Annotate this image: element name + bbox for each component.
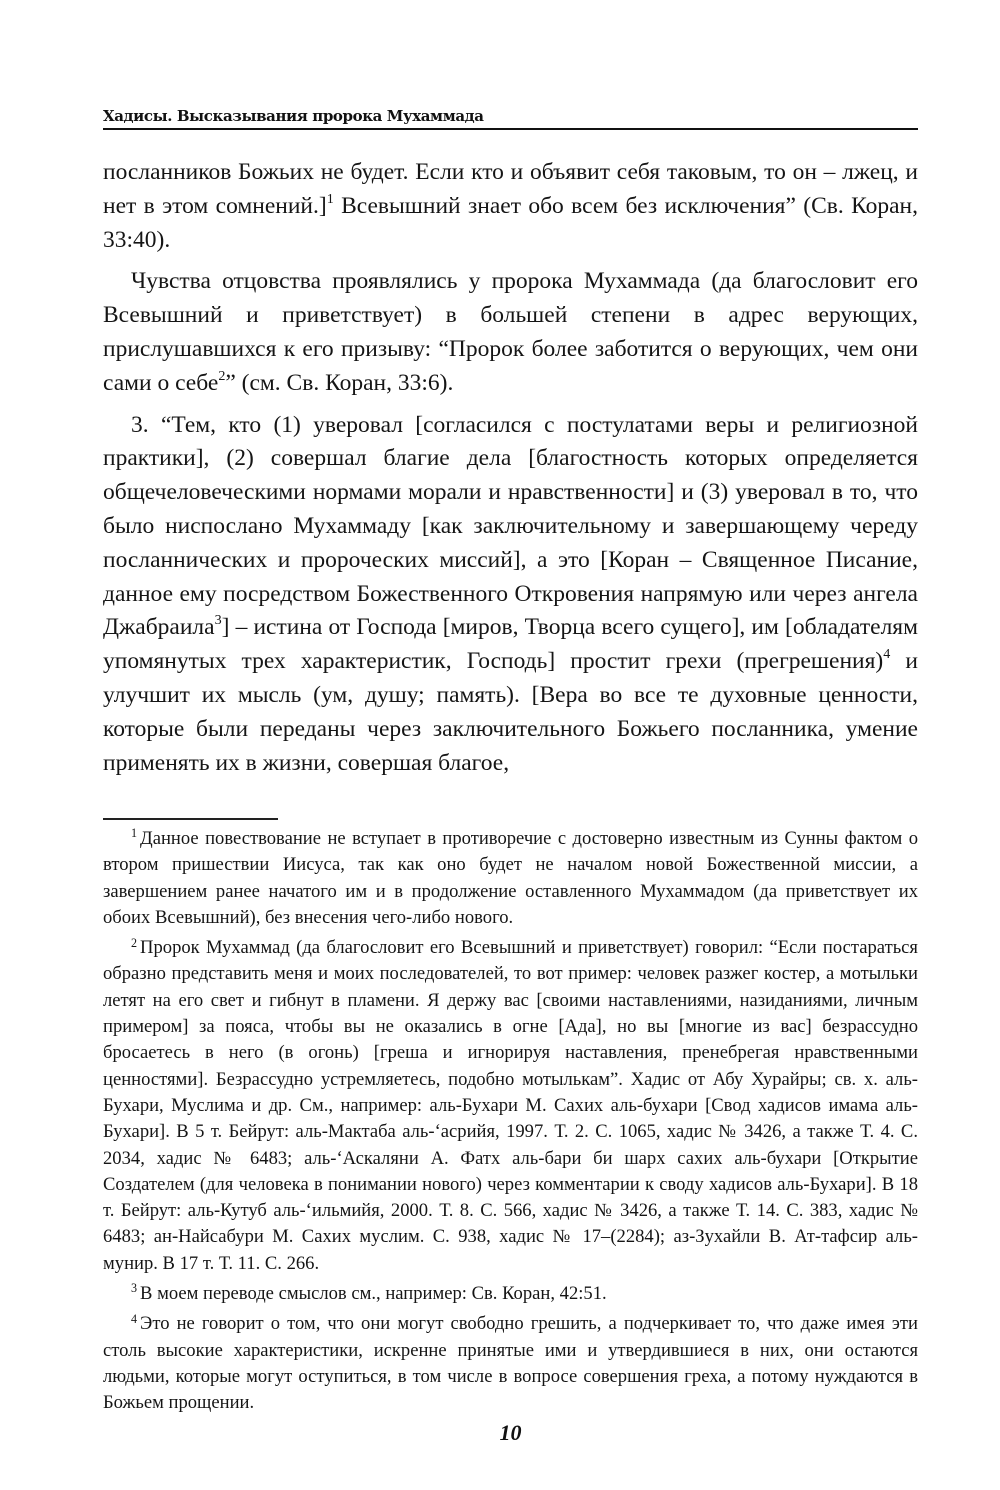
footnote-ref[interactable]: 4 (883, 646, 891, 663)
footnote (103, 826, 918, 931)
text-run: ] – истина от Господа [миров, Творца всего сущего], им [обладателям упомянутых трех характеристик, Господь] простит грехи (прегрешения) (103, 614, 918, 675)
main-text (103, 156, 918, 780)
footnote (103, 1281, 918, 1307)
footnote-number: 1 (131, 826, 138, 841)
footnote-text: Данное повествование не вступает в противоречие с достоверно известным из Сунны фактом о втором пришествии Иисуса, так как оно будет не началом новой Божественной миссии, а завершением ранее начатого им и в продолжение оставленного Мухаммадом (да приветствует их обоих Всевышний), без внесения чего-либо нового. (103, 828, 918, 928)
running-head-rule (103, 128, 918, 130)
paragraph (103, 265, 918, 400)
footnote-separator (103, 818, 278, 820)
footnote-ref[interactable]: 3 (214, 612, 222, 629)
page-number: 10 (499, 1420, 522, 1445)
footnote-text: Это не говорит о том, что они могут свободно грешить, а подчеркивает то, что даже имея эти столь высокие характеристики, искренне принятые ими и утвердившиеся в них, они остаются людьми, которые могут оступиться, в том числе в вопросе совершения греха, а потому нуждаются в Божьем прощении. (103, 1313, 918, 1414)
text-run: Чувства отцовства проявлялись у пророка Мухаммада (да благословит его Всевышний и приветствует) в большей степени в адрес верующих, прислушавшихся к его призыву: “Пророк более заботится о верующих, чем они сами о себе (103, 268, 918, 396)
footnote-number: 3 (131, 1281, 138, 1296)
footnote-text: В моем переводе смыслов см., например: Св. Коран, 42:51. (140, 1283, 607, 1305)
footnote (103, 1311, 918, 1416)
footnote-number: 2 (131, 935, 138, 950)
text-run: посланников Божьих не будет. Если кто и объявит себя таковым, то он – лжец, и нет в этом сомнений.] (103, 159, 918, 219)
footnote-ref[interactable]: 2 (218, 367, 226, 384)
paragraph (103, 156, 918, 257)
book-page (103, 0, 918, 1490)
footnotes (103, 826, 918, 1417)
footnote (103, 935, 918, 1277)
footnote-ref[interactable]: 1 (326, 190, 334, 207)
text-run: Всевышний знает обо всем без исключения” (Св. Коран, 33:40). (103, 192, 918, 253)
running-head: Хадисы. Высказывания пророка Мухаммада (103, 107, 484, 125)
text-run: и улучшит их мысль (ум, душу; память). [Вера во все те духовные ценности, которые были переданы через заключительного Божьего посланника, умение применять их в жизни, совершая благое, (103, 648, 918, 776)
paragraph (103, 409, 918, 781)
footnote-text: Пророк Мухаммад (да благословит его Всевышний и приветствует) говорил: “Если постараться образно представить меня и моих последователей, то вот пример: человек разжег костер, а мотыльки летят на его свет и гибнут в пламени. Я держу вас [своими наставлениями, назиданиями, личным примером] за пояса, чтобы вы не оказались в огне [Ада], но вы [многие из вас] безрассудно бросаетесь в него (в огонь) [греша и игнорируя наставления, пренебрегая нравственными ценностями]. Безрассудно устремляетесь, подобно мотылькам”. Хадис от Абу Хурайры; св. х. аль-Бухари, Муслима и др. См., например: аль-Бухари М. Сахих аль-бухари [Свод хадисов имама аль-Бухари]. В 5 т. Бейрут: аль-Мактаба аль-‘асрийя, 1997. Т. 2. С. 1065, хадис № 3426, а также Т. 4. С. 2034, хадис № 6483; аль-‘Аскаляни А. Фатх аль-бари би шарх сахих аль-бухари [Открытие Создателем (для человека в понимании нового) через комментарии к своду хадисов аль-Бухари]. В 18 т. Бейрут: аль-Кутуб аль-‘ильмийя, 2000. Т. 8. С. 566, хадис № 3426, а также Т. 14. С. 383, хадис № 6483; ан-Найсабури М. Сахих муслим. С. 938, хадис № 17–(2284); аз-Зухайли В. Ат-тафсир аль-мунир. В 17 т. Т. 11. С. 266. (103, 937, 918, 1274)
text-run: 3. “Тем, кто (1) уверовал [согласился с постулатами веры и религиозной практики], (2) совершал благие дела [благостность которых определяется общечеловеческими нормами морали и нравственности] и (3) уверовал в то, что было ниспослано Мухаммаду [как заключительному и завершающему череду посланнических и пророческих миссий], а это [Коран – Священное Писание, данное ему посредством Божественного Откровения напрямую или через ангела Джабраила (103, 411, 918, 641)
footnote-number: 4 (131, 1311, 138, 1326)
text-run: ” (см. Св. Коран, 33:6). (225, 369, 454, 396)
